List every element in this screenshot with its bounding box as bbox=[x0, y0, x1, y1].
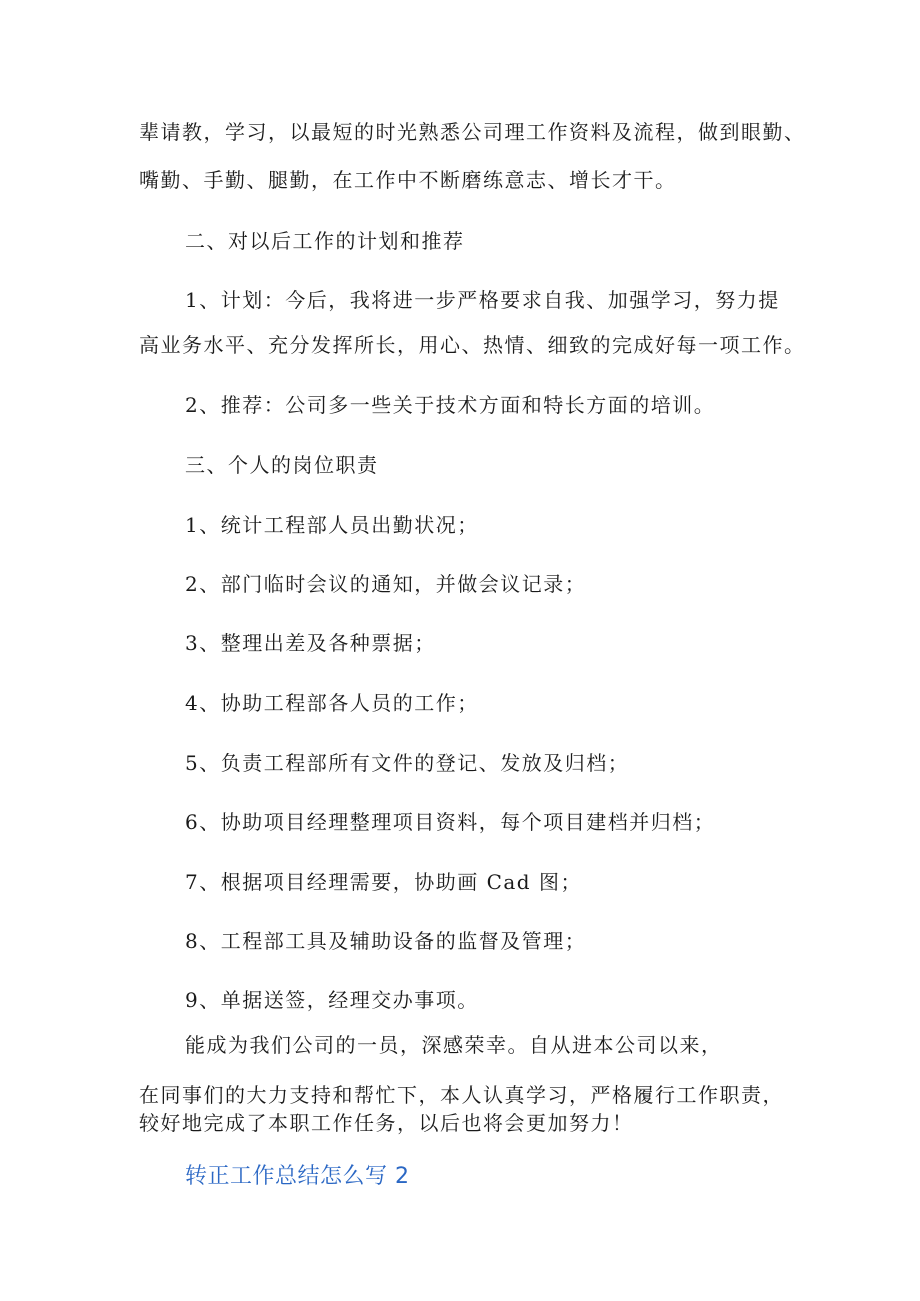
section-heading: 二、对以后工作的计划和推荐 bbox=[185, 229, 465, 253]
paragraph-line: 能成为我们公司的一员，深感荣幸。自从进本公司以来， bbox=[185, 1033, 723, 1057]
list-item: 3、整理出差及各种票据； bbox=[185, 631, 436, 655]
paragraph-line: 1、计划：今后，我将进一步严格要求自我、加强学习，努力提 bbox=[185, 288, 780, 312]
paragraph-line: 高业务水平、充分发挥所长，用心、热情、细致的完成好每一项工作。 bbox=[139, 333, 806, 357]
next-article-heading: 转正工作总结怎么写 2 bbox=[185, 1164, 410, 1189]
list-item: 6、协助项目经理整理项目资料，每个项目建档并归档； bbox=[185, 810, 716, 834]
list-item: 9、单据送签，经理交办事项。 bbox=[185, 988, 479, 1012]
list-item: 1、统计工程部人员出勤状况； bbox=[185, 513, 479, 537]
list-item: 5、负责工程部所有文件的登记、发放及归档； bbox=[185, 751, 630, 775]
list-item: 2、部门临时会议的通知，并做会议记录； bbox=[185, 572, 587, 596]
paragraph-line: 2、推荐：公司多一些关于技术方面和特长方面的培训。 bbox=[185, 393, 716, 417]
list-item: 7、根据项目经理需要，协助画 Cad 图； bbox=[185, 870, 582, 894]
paragraph-line: 辈请教，学习，以最短的时光熟悉公司理工作资料及流程，做到眼勤、 bbox=[139, 120, 806, 144]
paragraph-line: 嘴勤、手勤、腿勤，在工作中不断磨练意志、增长才干。 bbox=[139, 168, 677, 192]
paragraph-line: 在同事们的大力支持和帮忙下，本人认真学习，严格履行工作职责， bbox=[139, 1083, 784, 1107]
list-item: 8、工程部工具及辅助设备的监督及管理； bbox=[185, 929, 587, 953]
section-heading: 三、个人的岗位职责 bbox=[185, 453, 379, 477]
paragraph-line: 较好地完成了本职工作任务，以后也将会更加努力！ bbox=[139, 1111, 634, 1135]
list-item: 4、协助工程部各人员的工作； bbox=[185, 691, 479, 715]
